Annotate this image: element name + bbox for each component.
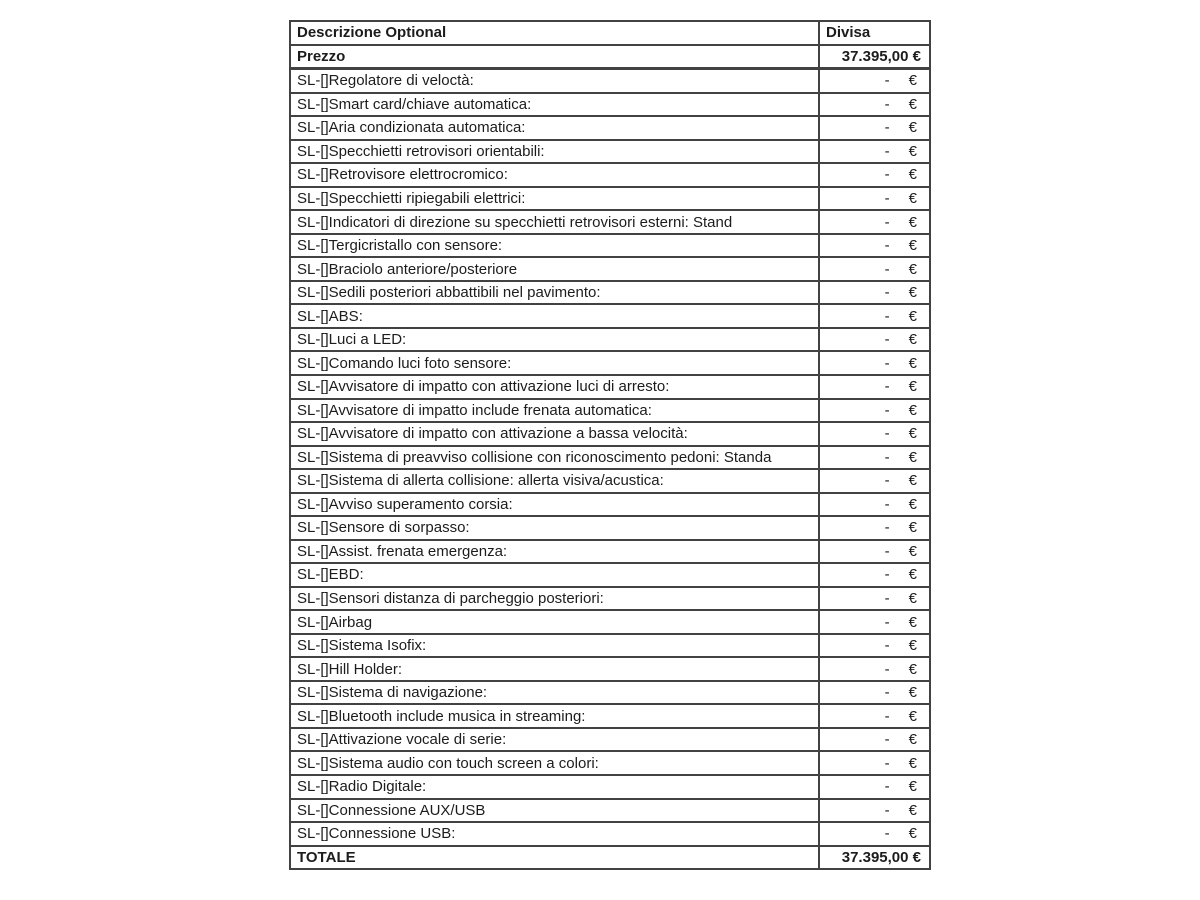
euro-currency-symbol: € xyxy=(908,684,917,702)
empty-amount-dash: - xyxy=(884,825,890,843)
empty-amount-dash: - xyxy=(884,613,890,631)
option-value-cell xyxy=(818,682,929,704)
table-row xyxy=(291,800,929,824)
option-label: SL-[]Bluetooth include musica in streaming: xyxy=(297,707,586,725)
option-value-cell xyxy=(818,117,929,139)
option-label: SL-[]Aria condizionata automatica: xyxy=(297,119,526,137)
empty-amount-dash: - xyxy=(884,495,890,513)
table-row xyxy=(291,541,929,565)
table-row xyxy=(291,635,929,659)
option-value-cell xyxy=(818,588,929,610)
table-row xyxy=(291,94,929,118)
option-value-cell xyxy=(818,352,929,374)
table-row xyxy=(291,517,929,541)
euro-currency-symbol: € xyxy=(908,142,917,160)
table-row xyxy=(291,235,929,259)
euro-currency-symbol: € xyxy=(908,519,917,537)
euro-currency-symbol: € xyxy=(908,354,917,372)
euro-currency-symbol: € xyxy=(908,778,917,796)
empty-amount-dash: - xyxy=(884,425,890,443)
option-label: SL-[]Sistema di allerta collisione: allerta visiva/acustica: xyxy=(297,472,664,490)
option-label: SL-[]Sistema di navigazione: xyxy=(297,684,488,702)
euro-currency-symbol: € xyxy=(908,448,917,466)
empty-amount-dash: - xyxy=(884,237,890,255)
table-row xyxy=(291,423,929,447)
empty-amount-dash: - xyxy=(884,754,890,772)
table-row xyxy=(291,329,929,353)
option-value-cell xyxy=(818,235,929,257)
table-row xyxy=(291,400,929,424)
empty-amount-dash: - xyxy=(884,731,890,749)
euro-currency-symbol: € xyxy=(908,331,917,349)
empty-amount-dash: - xyxy=(884,566,890,584)
option-value-cell xyxy=(818,517,929,539)
header-divisa: Divisa xyxy=(818,22,929,44)
euro-currency-symbol: € xyxy=(908,707,917,725)
euro-currency-symbol: € xyxy=(908,213,917,231)
empty-amount-dash: - xyxy=(884,801,890,819)
empty-amount-dash: - xyxy=(884,166,890,184)
options-price-table xyxy=(289,20,931,870)
table-row xyxy=(291,70,929,94)
option-label: SL-[]Avvisatore di impatto include frenata automatica: xyxy=(297,401,652,419)
option-value-cell xyxy=(818,282,929,304)
euro-currency-symbol: € xyxy=(908,378,917,396)
option-value-cell xyxy=(818,800,929,822)
option-label: SL-[]Sensore di sorpasso: xyxy=(297,519,470,537)
option-label: SL-[]Regolatore di veloctà: xyxy=(297,72,474,90)
option-label: SL-[]Luci a LED: xyxy=(297,331,407,349)
total-row xyxy=(291,847,929,869)
option-value-cell xyxy=(818,658,929,680)
option-value-cell xyxy=(818,635,929,657)
option-label: SL-[]Smart card/chiave automatica: xyxy=(297,95,532,113)
empty-amount-dash: - xyxy=(884,519,890,537)
total-row-label: TOTALE xyxy=(297,848,356,866)
euro-currency-symbol: € xyxy=(908,495,917,513)
option-value-cell xyxy=(818,564,929,586)
option-value-cell xyxy=(818,211,929,233)
table-row xyxy=(291,752,929,776)
table-row xyxy=(291,258,929,282)
empty-amount-dash: - xyxy=(884,590,890,608)
euro-currency-symbol: € xyxy=(908,590,917,608)
empty-amount-dash: - xyxy=(884,260,890,278)
euro-currency-symbol: € xyxy=(908,260,917,278)
empty-amount-dash: - xyxy=(884,354,890,372)
option-value-cell xyxy=(818,329,929,351)
option-label: SL-[]Airbag xyxy=(297,613,373,631)
empty-amount-dash: - xyxy=(884,778,890,796)
option-value-cell xyxy=(818,447,929,469)
empty-amount-dash: - xyxy=(884,213,890,231)
euro-currency-symbol: € xyxy=(908,613,917,631)
empty-amount-dash: - xyxy=(884,472,890,490)
table-header-row xyxy=(291,22,929,46)
total-row-value: 37.395,00 € xyxy=(818,847,929,869)
option-label: SL-[]Tergicristallo con sensore: xyxy=(297,237,503,255)
table-row xyxy=(291,776,929,800)
table-row xyxy=(291,141,929,165)
empty-amount-dash: - xyxy=(884,637,890,655)
option-label: SL-[]Connessione AUX/USB xyxy=(297,801,486,819)
option-value-cell xyxy=(818,705,929,727)
table-row xyxy=(291,705,929,729)
option-value-cell xyxy=(818,423,929,445)
table-row xyxy=(291,494,929,518)
empty-amount-dash: - xyxy=(884,284,890,302)
empty-amount-dash: - xyxy=(884,707,890,725)
option-label: SL-[]Hill Holder: xyxy=(297,660,403,678)
euro-currency-symbol: € xyxy=(908,166,917,184)
euro-currency-symbol: € xyxy=(908,72,917,90)
option-label: SL-[]Indicatori di direzione su specchietti retrovisori esterni: Stand xyxy=(297,213,733,231)
table-row xyxy=(291,611,929,635)
option-label: SL-[]Radio Digitale: xyxy=(297,778,427,796)
option-label: SL-[]Avviso superamento corsia: xyxy=(297,495,513,513)
option-label: SL-[]Comando luci foto sensore: xyxy=(297,354,512,372)
option-value-cell xyxy=(818,494,929,516)
option-value-cell xyxy=(818,611,929,633)
price-row-value: 37.395,00 € xyxy=(818,46,929,68)
empty-amount-dash: - xyxy=(884,401,890,419)
table-row xyxy=(291,447,929,471)
empty-amount-dash: - xyxy=(884,378,890,396)
empty-amount-dash: - xyxy=(884,119,890,137)
euro-currency-symbol: € xyxy=(908,284,917,302)
option-value-cell xyxy=(818,188,929,210)
euro-currency-symbol: € xyxy=(908,754,917,772)
table-row xyxy=(291,188,929,212)
empty-amount-dash: - xyxy=(884,142,890,160)
option-value-cell xyxy=(818,470,929,492)
table-row xyxy=(291,211,929,235)
empty-amount-dash: - xyxy=(884,307,890,325)
option-label: SL-[]EBD: xyxy=(297,566,364,584)
euro-currency-symbol: € xyxy=(908,119,917,137)
table-row xyxy=(291,564,929,588)
euro-currency-symbol: € xyxy=(908,425,917,443)
option-value-cell xyxy=(818,305,929,327)
table-row xyxy=(291,823,929,847)
option-label: SL-[]Sedili posteriori abbattibili nel pavimento: xyxy=(297,284,601,302)
option-label: SL-[]Sistema di preavviso collisione con riconoscimento pedoni: Standa xyxy=(297,448,772,466)
option-label: SL-[]Sistema audio con touch screen a colori: xyxy=(297,754,599,772)
option-label: SL-[]Assist. frenata emergenza: xyxy=(297,542,508,560)
table-row xyxy=(291,682,929,706)
empty-amount-dash: - xyxy=(884,542,890,560)
option-value-cell xyxy=(818,94,929,116)
empty-amount-dash: - xyxy=(884,660,890,678)
option-label: SL-[]Avvisatore di impatto con attivazione a bassa velocità: xyxy=(297,425,688,443)
price-row-label: Prezzo xyxy=(297,47,346,65)
euro-currency-symbol: € xyxy=(908,472,917,490)
euro-currency-symbol: € xyxy=(908,801,917,819)
option-label: SL-[]Attivazione vocale di serie: xyxy=(297,731,507,749)
empty-amount-dash: - xyxy=(884,684,890,702)
euro-currency-symbol: € xyxy=(908,566,917,584)
empty-amount-dash: - xyxy=(884,189,890,207)
table-row xyxy=(291,352,929,376)
option-label: SL-[]Braciolo anteriore/posteriore xyxy=(297,260,518,278)
option-value-cell xyxy=(818,823,929,845)
euro-currency-symbol: € xyxy=(908,189,917,207)
price-row xyxy=(291,46,929,71)
option-value-cell xyxy=(818,541,929,563)
option-value-cell xyxy=(818,776,929,798)
table-row xyxy=(291,658,929,682)
option-value-cell xyxy=(818,376,929,398)
euro-currency-symbol: € xyxy=(908,307,917,325)
option-value-cell xyxy=(818,258,929,280)
euro-currency-symbol: € xyxy=(908,95,917,113)
empty-amount-dash: - xyxy=(884,331,890,349)
table-row xyxy=(291,282,929,306)
option-value-cell xyxy=(818,729,929,751)
table-row xyxy=(291,588,929,612)
euro-currency-symbol: € xyxy=(908,660,917,678)
option-value-cell xyxy=(818,752,929,774)
option-label: SL-[]Sistema Isofix: xyxy=(297,637,427,655)
option-label: SL-[]Retrovisore elettrocromico: xyxy=(297,166,508,184)
euro-currency-symbol: € xyxy=(908,237,917,255)
table-row xyxy=(291,470,929,494)
empty-amount-dash: - xyxy=(884,95,890,113)
euro-currency-symbol: € xyxy=(908,825,917,843)
table-row xyxy=(291,729,929,753)
option-label: SL-[]Specchietti retrovisori orientabili: xyxy=(297,142,545,160)
option-value-cell xyxy=(818,70,929,92)
option-label: SL-[]Avvisatore di impatto con attivazione luci di arresto: xyxy=(297,378,670,396)
table-row xyxy=(291,164,929,188)
euro-currency-symbol: € xyxy=(908,401,917,419)
table-row xyxy=(291,305,929,329)
euro-currency-symbol: € xyxy=(908,542,917,560)
table-row xyxy=(291,376,929,400)
option-value-cell xyxy=(818,164,929,186)
empty-amount-dash: - xyxy=(884,448,890,466)
euro-currency-symbol: € xyxy=(908,637,917,655)
option-label: SL-[]Sensori distanza di parcheggio posteriori: xyxy=(297,590,604,608)
option-value-cell xyxy=(818,400,929,422)
option-value-cell xyxy=(818,141,929,163)
option-label: SL-[]Connessione USB: xyxy=(297,825,456,843)
option-label: SL-[]ABS: xyxy=(297,307,363,325)
table-row xyxy=(291,117,929,141)
euro-currency-symbol: € xyxy=(908,731,917,749)
empty-amount-dash: - xyxy=(884,72,890,90)
option-label: SL-[]Specchietti ripiegabili elettrici: xyxy=(297,189,526,207)
header-descrizione-optional: Descrizione Optional xyxy=(297,24,447,42)
